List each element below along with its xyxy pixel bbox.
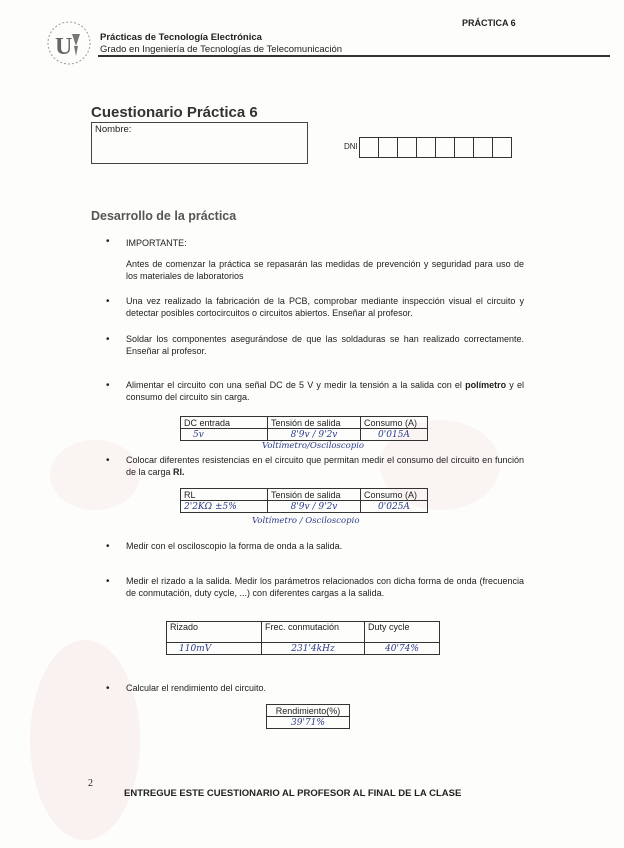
section-title: Desarrollo de la práctica (91, 209, 237, 223)
footer-instruction: ENTREGUE ESTE CUESTIONARIO AL PROFESOR AL FINAL DE LA CLASE (124, 788, 462, 799)
importante-heading: IMPORTANTE: (126, 238, 187, 248)
dni-field[interactable] (360, 137, 512, 158)
table-header: Consumo (A) (361, 417, 428, 429)
page-number: 2 (88, 778, 93, 789)
paper-stain (30, 640, 140, 840)
bullet-icon: • (106, 334, 110, 345)
dni-digit-box[interactable] (359, 137, 379, 158)
rizado-value: 110mV (167, 643, 262, 655)
pcb-instruction: Una vez realizado la fabricación de la PCB, comprobar mediante inspección visual el circuito y detectar posibles cortocircuitos o circuitos abiertos. Enseñar al profesor. (126, 296, 524, 318)
table-header: Tensión de salida (268, 417, 361, 429)
dni-digit-box[interactable] (435, 137, 455, 158)
bullet-icon: • (106, 541, 110, 552)
alimentar-instruction: Alimentar el circuito con una señal DC de 5 V y medir la tensión a la salida con el polímetro y el consumo del circuito sin carga. (126, 380, 524, 402)
table-header: Duty cycle (365, 622, 440, 643)
table-header: Rendimiento(%) (267, 705, 350, 717)
bullet-icon: • (106, 455, 110, 466)
svg-text:U: U (55, 34, 73, 60)
rendimiento-table (266, 704, 350, 729)
consumo-value: 0'015A (361, 429, 428, 441)
table-header: RL (181, 489, 268, 501)
nombre-label: Nombre: (95, 124, 132, 135)
dc-entrada-value: 5v (181, 429, 268, 441)
importante-text: Antes de comenzar la práctica se repasarán las medidas de prevención y seguridad para uso de los materiales de laboratorios (126, 259, 524, 281)
table-header: DC entrada (181, 417, 268, 429)
header-divider (98, 55, 610, 57)
university-seal-icon (46, 20, 92, 66)
rl-value: 2'2KΩ ±5% (181, 501, 268, 513)
course-title: Prácticas de Tecnología Electrónica (100, 32, 262, 43)
rizado-table (166, 621, 440, 655)
dni-digit-box[interactable] (416, 137, 436, 158)
osciloscopio-instruction: Medir con el osciloscopio la forma de onda a la salida. (126, 541, 343, 551)
bullet-icon: • (106, 236, 110, 247)
bullet-icon: • (106, 296, 110, 307)
bullet-icon: • (106, 683, 110, 694)
rendimiento-instruction: Calcular el rendimiento del circuito. (126, 683, 267, 693)
rl-table (180, 488, 428, 513)
questionnaire-title: Cuestionario Práctica 6 (91, 104, 258, 121)
table-header: Rizado (167, 622, 262, 643)
frecuencia-value: 231'4kHz (262, 643, 365, 655)
dni-digit-box[interactable] (454, 137, 474, 158)
consumo-value: 0'025A (361, 501, 428, 513)
degree-subtitle: Grado en Ingeniería de Tecnologías de Telecomunicación (100, 44, 343, 55)
dni-digit-box[interactable] (397, 137, 417, 158)
bullet-icon: • (106, 380, 110, 391)
duty-cycle-value: 40'74% (365, 643, 440, 655)
rizado-instruction: Medir el rizado a la salida. Medir los parámetros relacionados con dicha forma de onda (frecuencia de conmutación, duty cycle, ...) con diferentes cargas a la salida. (126, 576, 524, 598)
table-header: Frec. conmutación (262, 622, 365, 643)
dc-table (180, 416, 428, 441)
dni-digit-box[interactable] (492, 137, 512, 158)
soldar-instruction: Soldar los componentes asegurándose de que las soldaduras se han realizado correctamente. Enseñar al profesor. (126, 334, 524, 356)
table-header: Tensión de salida (268, 489, 361, 501)
table-header: Consumo (A) (361, 489, 428, 501)
dni-digit-box[interactable] (378, 137, 398, 158)
tension-salida-value: 8'9v / 9'2v (268, 501, 361, 513)
rendimiento-value: 39'71% (267, 717, 350, 729)
dni-digit-box[interactable] (473, 137, 493, 158)
bullet-icon: • (106, 576, 110, 587)
practica-label: PRÁCTICA 6 (462, 18, 516, 28)
tension-salida-value: 8'9v / 9'2v (268, 429, 361, 441)
handwritten-note: Voltímetro / Osciloscopio (252, 516, 360, 526)
dni-label: DNI (344, 142, 358, 151)
colocar-instruction: Colocar diferentes resistencias en el circuito que permitan medir el consumo del circuito en función de la carga Rl. (126, 455, 524, 477)
handwritten-note: Voltímetro/Osciloscopio (262, 441, 365, 451)
